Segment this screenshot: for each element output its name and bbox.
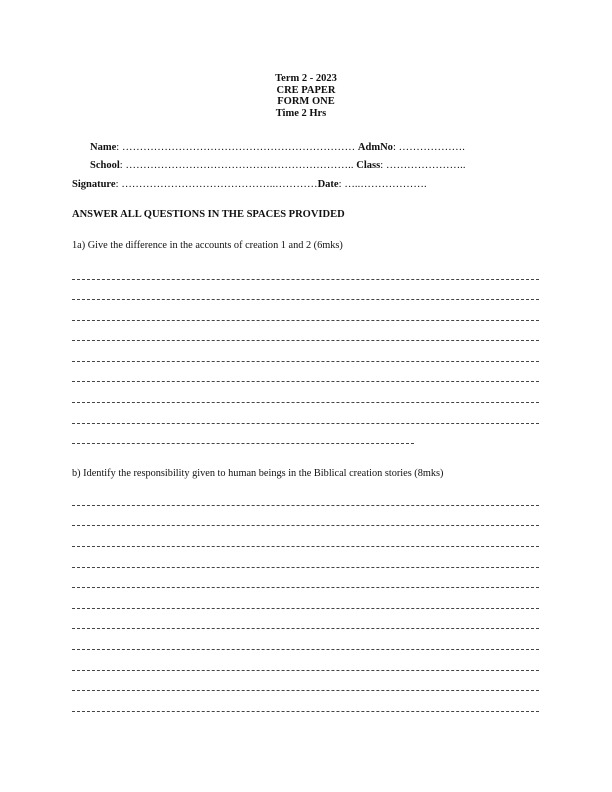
form-label: FORM ONE <box>277 96 335 108</box>
answer-line[interactable] <box>72 690 539 691</box>
school-field[interactable]: : ……………………………………………………….. <box>119 160 357 171</box>
answer-line[interactable] <box>72 505 539 506</box>
answer-line[interactable] <box>72 402 539 403</box>
answer-line[interactable] <box>72 299 539 300</box>
signature-field[interactable]: : ……………………………………..………… <box>115 179 318 190</box>
answer-line[interactable] <box>72 546 539 547</box>
school-class-row <box>90 160 466 172</box>
date-label: Date <box>317 179 339 190</box>
answer-line[interactable] <box>72 279 539 280</box>
admno-label: AdmNo <box>357 142 393 153</box>
name-label: Name <box>90 142 117 153</box>
class-field[interactable]: : ………………….. <box>380 160 466 171</box>
answer-line[interactable] <box>72 587 539 588</box>
answer-line[interactable] <box>72 320 539 321</box>
answer-line[interactable] <box>72 361 539 362</box>
exam-title-block <box>0 73 612 119</box>
question-1b: b) Identify the responsibility given to human beings in the Biblical creation stories (8mks) <box>72 468 444 479</box>
answer-line[interactable] <box>72 443 414 444</box>
name-admno-row <box>90 142 465 154</box>
name-field[interactable]: : ………………………………………………………… <box>116 142 358 153</box>
school-label: School <box>90 160 120 171</box>
answer-line[interactable] <box>72 608 539 609</box>
term-label: Term 2 - 2023 <box>275 73 337 84</box>
signature-date-row <box>72 179 427 191</box>
answer-line[interactable] <box>72 340 539 341</box>
answer-line[interactable] <box>72 711 539 712</box>
paper-label: CRE PAPER <box>276 84 336 96</box>
answer-line[interactable] <box>72 649 539 650</box>
signature-label: Signature <box>72 179 116 190</box>
question-1a: 1a) Give the difference in the accounts of creation 1 and 2 (6mks) <box>72 240 343 251</box>
class-label: Class <box>356 160 381 171</box>
answer-line[interactable] <box>72 628 539 629</box>
admno-field[interactable]: : ………………. <box>392 142 466 153</box>
time-label: Time 2 Hrs <box>275 107 327 119</box>
answer-line[interactable] <box>72 381 539 382</box>
answer-line[interactable] <box>72 423 539 424</box>
answer-line[interactable] <box>72 525 539 526</box>
answer-line[interactable] <box>72 670 539 671</box>
date-field[interactable]: : …..………………. <box>338 179 427 190</box>
answer-line[interactable] <box>72 567 539 568</box>
instructions-heading: ANSWER ALL QUESTIONS IN THE SPACES PROVIDED <box>72 209 345 220</box>
